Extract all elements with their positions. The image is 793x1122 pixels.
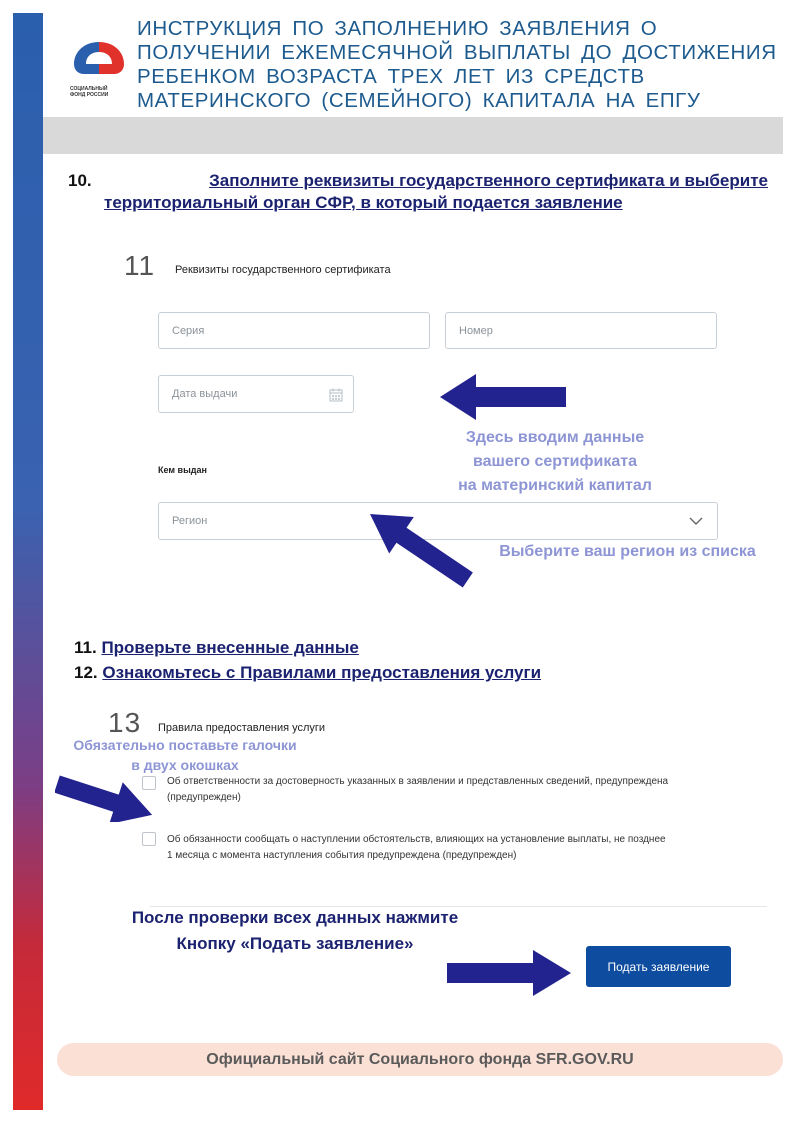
region-placeholder: Регион — [172, 515, 208, 527]
number-input[interactable] — [445, 312, 717, 349]
notification-duty-checkbox-label — [167, 832, 757, 864]
step-11 — [74, 637, 359, 659]
series-placeholder: Серия — [172, 324, 205, 337]
notification-label-line1: Об обязанности сообщать о наступлении обстоятельств, влияющих на установление выплаты, не позднее — [167, 834, 666, 845]
checkbox-hint-line2: в двух окошках — [131, 757, 239, 773]
cert-data-hint-line2: вашего сертификата — [473, 453, 637, 470]
notification-label-line2: 1 месяца с момента наступления события предупреждена (предупрежден) — [167, 850, 517, 861]
step-11-text: Проверьте внесенные данные — [101, 638, 359, 657]
cert-data-hint-line3: на материнский капитал — [458, 477, 652, 494]
issued-by-label: Кем выдан — [158, 465, 207, 475]
page-title: ИНСТРУКЦИЯ ПО ЗАПОЛНЕНИЮ ЗАЯВЛЕНИЯ О ПОЛУЧЕНИИ ЕЖЕМЕСЯЧНОЙ ВЫПЛАТЫ ДО ДОСТИЖЕНИЯ РЕБЕНКОМ ВОЗРАСТА ТРЕХ ЛЕТ ИЗ СРЕДСТВ МАТЕРИНСКОГО (СЕМЕЙНОГО) КАПИТАЛА НА ЕПГУ — [137, 17, 777, 112]
step-11-number: 11. — [74, 638, 97, 657]
step-10 — [68, 170, 768, 214]
step-12 — [74, 662, 541, 684]
logo-caption-line2: ФОНД РОССИИ — [70, 92, 109, 98]
logo-caption-line1: СОЦИАЛЬНЫЙ — [70, 86, 108, 92]
issue-date-input[interactable] — [158, 375, 354, 413]
calendar-icon[interactable] — [329, 388, 343, 402]
arrow-left-icon — [440, 374, 566, 420]
step-10-number: 10. — [68, 171, 92, 190]
header-divider-band — [43, 117, 783, 154]
footer-banner — [57, 1043, 783, 1076]
responsibility-checkbox-label — [167, 774, 757, 806]
cert-data-hint-line1: Здесь вводим данные — [465, 429, 645, 446]
responsibility-label-line1: Об ответственности за достоверность указанных в заявлении и представленных сведений, предупреждена — [167, 776, 669, 787]
step-12-text: Ознакомьтесь с Правилами предоставления услуги — [102, 663, 542, 682]
logo-caption — [70, 86, 130, 98]
step-10-text-line2: территориальный орган СФР, в который подается заявление — [104, 193, 623, 212]
section-13-title: Правила предоставления услуги — [158, 722, 326, 734]
number-placeholder: Номер — [459, 324, 493, 337]
decorative-side-bar — [13, 13, 43, 1110]
responsibility-checkbox[interactable] — [142, 776, 156, 790]
step-10-text-line1: Заполните реквизиты государственного сертификата и выберите — [209, 171, 768, 190]
arrow-up-left-icon — [364, 508, 476, 592]
final-instruction-line2: Кнопку «Подать заявление» — [176, 934, 414, 953]
issue-date-placeholder: Дата выдачи — [172, 388, 238, 400]
notification-duty-checkbox[interactable] — [142, 832, 156, 846]
section-13-number: 13 — [108, 707, 142, 738]
section-11-number: 11 — [124, 250, 156, 281]
footer-text: Официальный сайт Социального фонда SFR.GOV.RU — [206, 1050, 634, 1068]
series-input[interactable] — [158, 312, 430, 349]
region-hint: Выберите ваш регион из списка — [499, 543, 756, 560]
responsibility-label-line2: (предупрежден) — [167, 792, 241, 803]
arrow-right-icon — [447, 950, 571, 996]
chevron-down-icon[interactable] — [689, 517, 703, 526]
section-11-title: Реквизиты государственного сертификата — [175, 264, 391, 276]
checkbox-hint-line1: Обязательно поставьте галочки — [73, 737, 297, 753]
arrow-right-down-icon — [55, 770, 155, 822]
step-12-number: 12. — [74, 663, 98, 682]
cert-data-hint — [430, 426, 680, 498]
checkbox-hint — [55, 735, 315, 775]
submit-application-button[interactable]: Подать заявление — [586, 946, 731, 987]
final-instruction-line1: После проверки всех данных нажмите — [131, 908, 459, 927]
